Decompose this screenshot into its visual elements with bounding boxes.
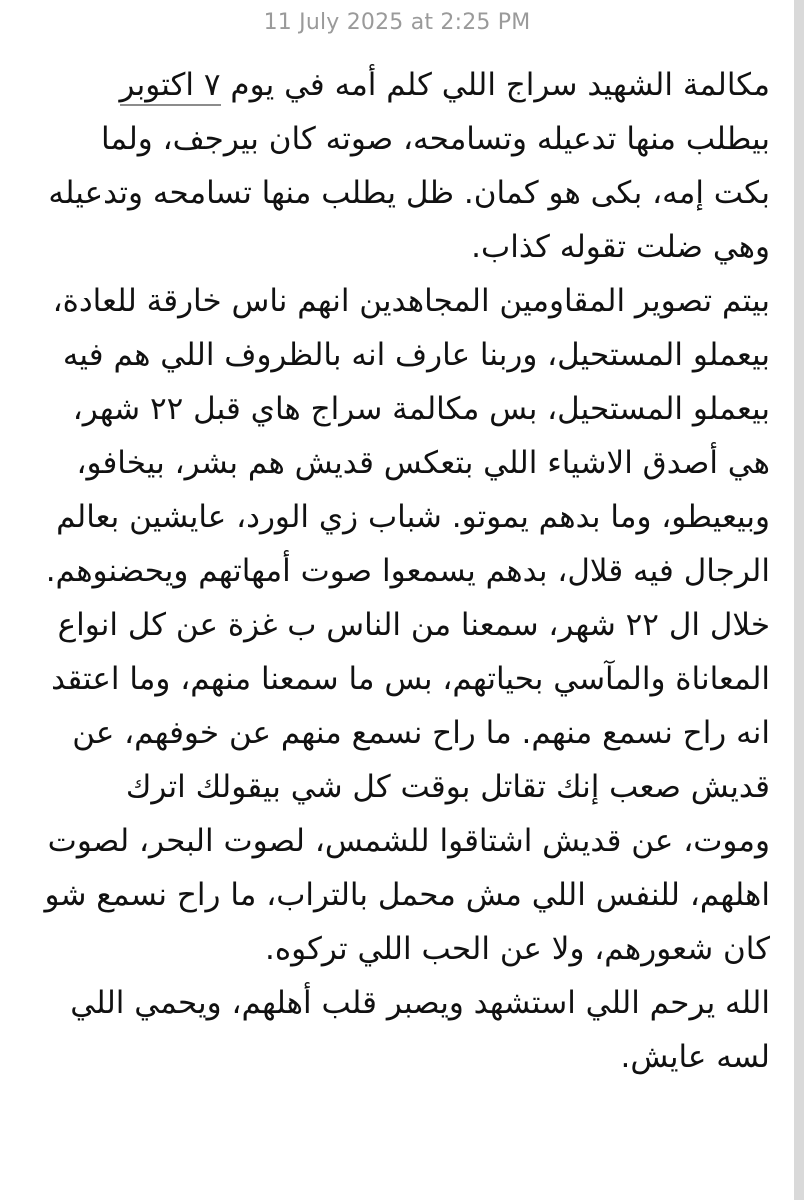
window-edge [794, 0, 804, 1200]
date-link[interactable]: ٧ اكتوبر [120, 67, 221, 106]
note-timestamp: 11 July 2025 at 2:25 PM [263, 10, 531, 35]
paragraph-call-text-end: بيطلب منها تدعيله وتسامحه، صوته كان بيرجف، ولما بكت إمه، بكى هو كمان. ظل يطلب منها تسامحه وتدعيله وهي ضلت تقوله كذاب. [48, 121, 770, 265]
note-body[interactable] [40, 58, 770, 1084]
paragraph-call [40, 58, 770, 274]
paragraph-fighters: بيتم تصوير المقاومين المجاهدين انهم ناس خارقة للعادة، بيعملو المستحيل، وربنا عارف انه بالظروف اللي هم فيه بيعملو المستحيل، بس مكالمة سراج هاي قبل ٢٢ شهر، هي أصدق الاشياء اللي بتعكس قديش هم بشر، بيخافو، وبيعيطو، وما بدهم يموتو. شباب زي الورد، عايشين بعالم الرجال فيه قلال، بدهم يسمعوا صوت أمهاتهم ويحضنوهم. [45, 283, 770, 589]
paragraph-call-text-start: مكالمة الشهيد سراج اللي كلم أمه في يوم [220, 67, 770, 103]
paragraph-gaza: خلال ال ٢٢ شهر، سمعنا من الناس ب غزة عن كل انواع المعاناة والمآسي بحياتهم، بس ما سمعنا منهم، وما اعتقد انه راح نسمع منهم. ما راح نسمع منهم عن خوفهم، عن قديش صعب إنك تقاتل بوقت كل شي بيقولك اترك وموت، عن قديش اشتاقوا للشمس، لصوت البحر، لصوت اهلهم، للنفس اللي مش محمل بالتراب، ما راح نسمع شو كان شعورهم، ولا عن الحب اللي تركوه. [44, 607, 770, 967]
paragraph-prayer: الله يرحم اللي استشهد ويصبر قلب أهلهم، ويحمي اللي لسه عايش. [70, 985, 770, 1075]
